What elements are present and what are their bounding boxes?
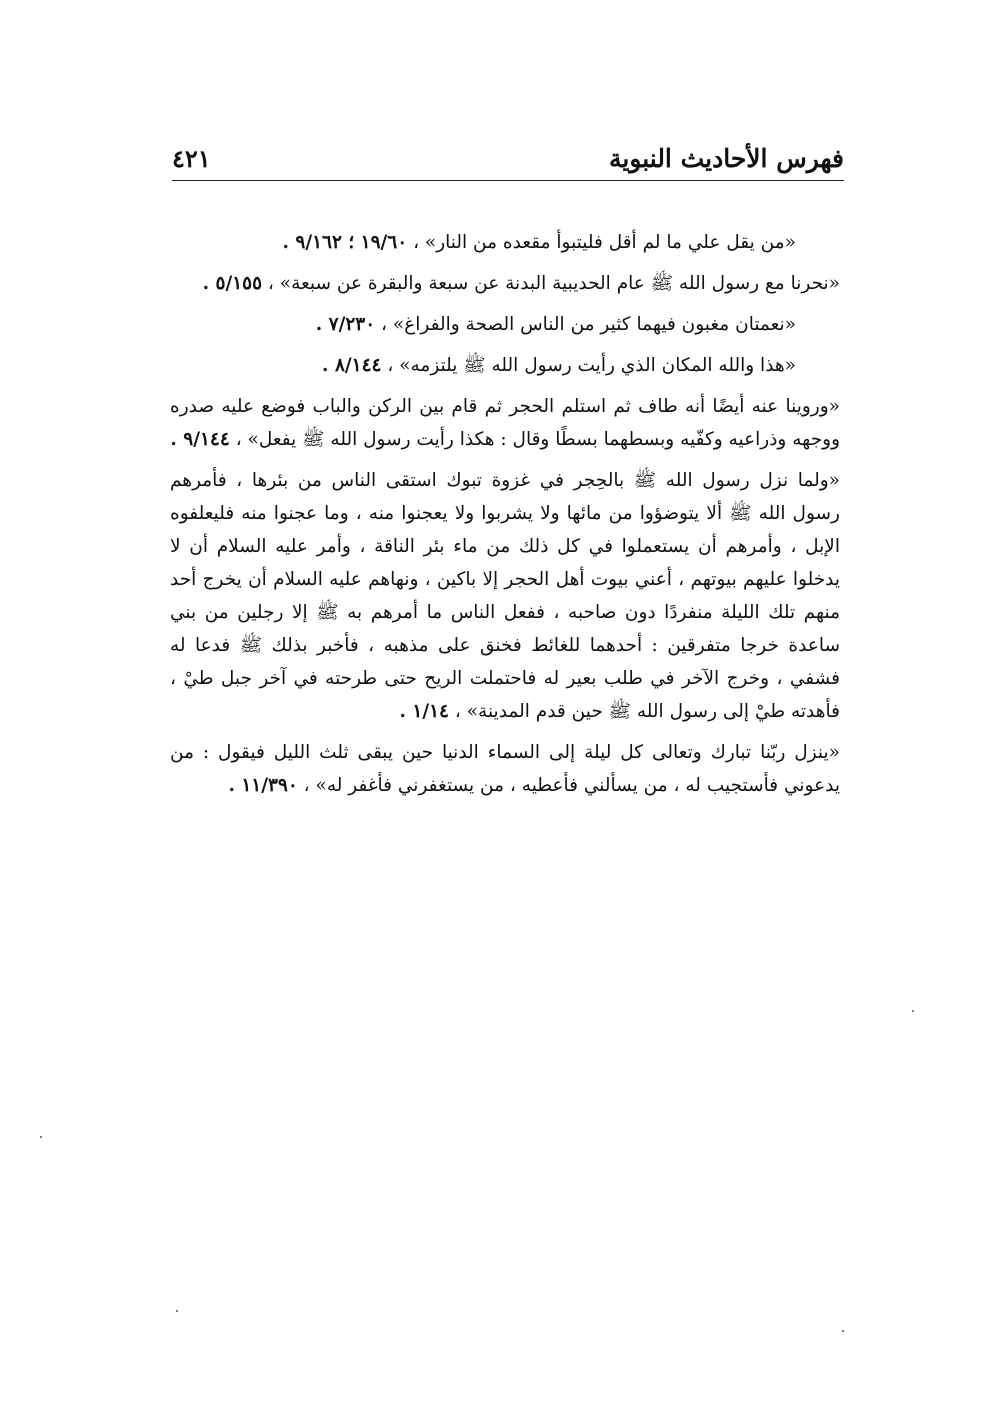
hadith-text: «ولما نزل رسول الله ﷺ بالحِجر في غزوة تبوك استقى الناس من بئرها ، فأمرهم رسول الله ﷺ ألا يتوضؤوا من مائها ولا يشربوا ولا يعجنوا منه ، وما عجنوا منه فليعلفوه الإبل ، وأمرهم أن يستعملوا في كل ذلك من ماء بئر الناقة ، وأمر عليه السلام أن لا يدخلوا عليهم بيوتهم ، أعني بيوت أهل الحجر إلا باكين ، ونهاهم عليه السلام أن يخرج أحد منهم تلك الليلة منفردًا دون صاحبه ، ففعل الناس ما أمرهم به ﷺ إلا رجلين من بني ساعدة خرجا متفرقين : أحدهما للغائط فخنق على مذهبه ، فأخبر بذلك ﷺ فدعا له فشفي ، وخرج الآخر في طلب بعير له فاحتملت الريح حتى طرحته في آخر جبل طيْ ، فأهدته طيْ إلى رسول الله ﷺ حين قدم المدينة» ، [170, 470, 840, 722]
hadith-entry [170, 464, 840, 728]
page-number: ٤٢١ [172, 144, 211, 173]
hadith-text: «هذا والله المكان الذي رأيت رسول الله ﷺ يلتزمه» ، [381, 355, 796, 376]
running-header [172, 140, 844, 180]
hadith-entry [170, 226, 840, 259]
header-title: فهرس الأحاديث النبوية [608, 144, 844, 173]
hadith-entry [170, 349, 840, 382]
hadith-entry [170, 267, 840, 300]
hadith-text: «ينزل ربّنا تبارك وتعالى كل ليلة إلى السماء الدنيا حين يبقى ثلث الليل فيقول : من يدعوني فأستجيب له ، من يسألني فأعطيه ، من يستغفرني فأغفر له» ، [170, 742, 840, 796]
hadith-reference: ٧/٢٣٠ . [315, 314, 376, 335]
hadith-reference: ١/١٤ . [399, 701, 449, 722]
hadith-reference: ٨/١٤٤ . [322, 355, 382, 376]
hadith-entry [170, 390, 840, 456]
hadith-entry [170, 736, 840, 802]
hadith-text: «نعمتان مغبون فيهما كثير من الناس الصحة والفراغ» ، [375, 314, 796, 335]
hadith-text: «نحرنا مع رسول الله ﷺ عام الحديبية البدنة عن سبعة والبقرة عن سبعة» ، [262, 273, 840, 294]
header-divider [172, 180, 844, 181]
hadith-text: «من يقل علي ما لم أقل فليتبوأ مقعده من النار» ، [407, 232, 796, 253]
scan-speck [176, 1310, 178, 1312]
hadith-reference: ٩/١٤٤ . [170, 429, 230, 450]
hadith-index-list [170, 226, 840, 810]
hadith-reference: ١٩/٦٠ ؛ ٩/١٦٢ . [282, 232, 408, 253]
hadith-reference: ٥/١٥٥ . [202, 273, 263, 294]
hadith-entry [170, 308, 840, 341]
scan-speck [842, 1330, 844, 1332]
scan-speck [912, 1010, 914, 1012]
hadith-text: «وروينا عنه أيضًا أنه طاف ثم استلم الحجر ثم قام بين الركن والباب فوضع عليه صدره ووجهه وذراعيه وكفّيه وبسطهما بسطًا وقال : هكذا رأيت رسول الله ﷺ يفعل» ، [170, 396, 840, 450]
scan-speck [40, 1136, 42, 1138]
hadith-reference: ١١/٣٩٠ . [228, 775, 298, 796]
